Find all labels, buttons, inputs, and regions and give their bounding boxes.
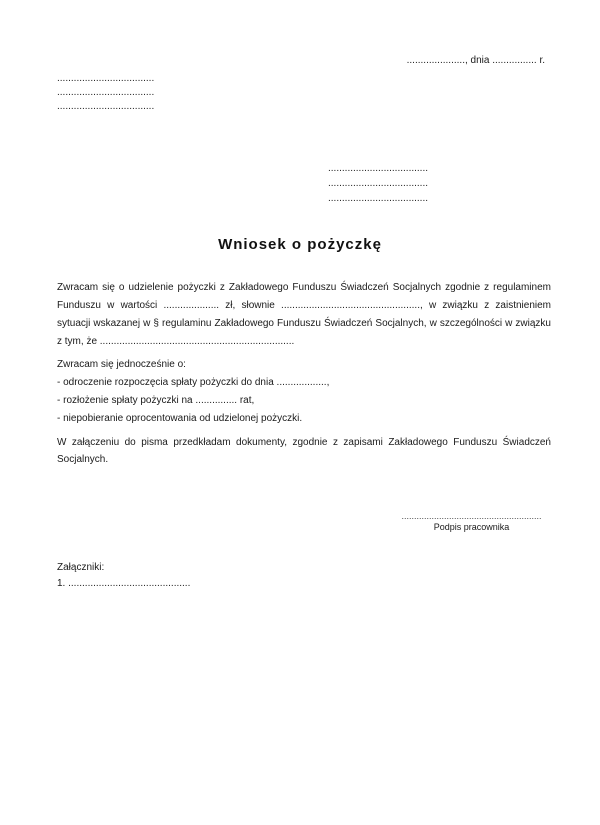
signature-label: Podpis pracownika	[433, 522, 510, 532]
sender-block	[57, 72, 154, 114]
recipient-blank-line: ....................................	[328, 163, 429, 174]
sender-blank-line: ...................................	[57, 101, 155, 112]
recipient-blank-line: ....................................	[328, 178, 429, 189]
attachment-item: 1. ............................................	[57, 578, 191, 589]
request-item: - odroczenie rozpoczęcia spłaty pożyczki do dnia ..................,	[57, 377, 330, 388]
request-item: - niepobieranie oprocentowania od udzielonej pożyczki.	[57, 413, 303, 424]
sender-blank-line: ...................................	[57, 87, 155, 98]
attachments-block	[57, 560, 190, 592]
attachments-heading: Załączniki:	[57, 562, 105, 573]
recipient-block	[328, 161, 428, 206]
recipient-blank-line: ....................................	[328, 193, 429, 204]
date-field: ....................., dnia ................ r.	[406, 55, 545, 66]
signature-blank-line: ........................................................	[401, 512, 542, 520]
sender-blank-line: ...................................	[57, 73, 155, 84]
document-title: Wniosek o pożyczkę	[218, 236, 382, 253]
requests-list	[57, 356, 551, 428]
documents-note-paragraph: W załączeniu do pisma przedkładam dokumenty, zgodnie z zapisami Zakładowego Funduszu Świadczeń Socjalnych.	[57, 437, 551, 465]
request-item: - rozłożenie spłaty pożyczki na ............... rat,	[57, 395, 255, 406]
loan-request-paragraph: Zwracam się o udzielenie pożyczki z Zakładowego Funduszu Świadczeń Socjalnych zgodnie z regulaminem Funduszu w wartości .................... zł, słownie .................................................., w związku z zaistnieniem sytuacji wskazanej w § regulaminu Zakładowego Funduszu Świadczeń Socjalnych, w szczególności w związku z tym, że ......................................................................	[57, 282, 551, 347]
requests-intro: Zwracam się jednocześnie o:	[57, 359, 186, 370]
signature-block	[400, 512, 543, 532]
